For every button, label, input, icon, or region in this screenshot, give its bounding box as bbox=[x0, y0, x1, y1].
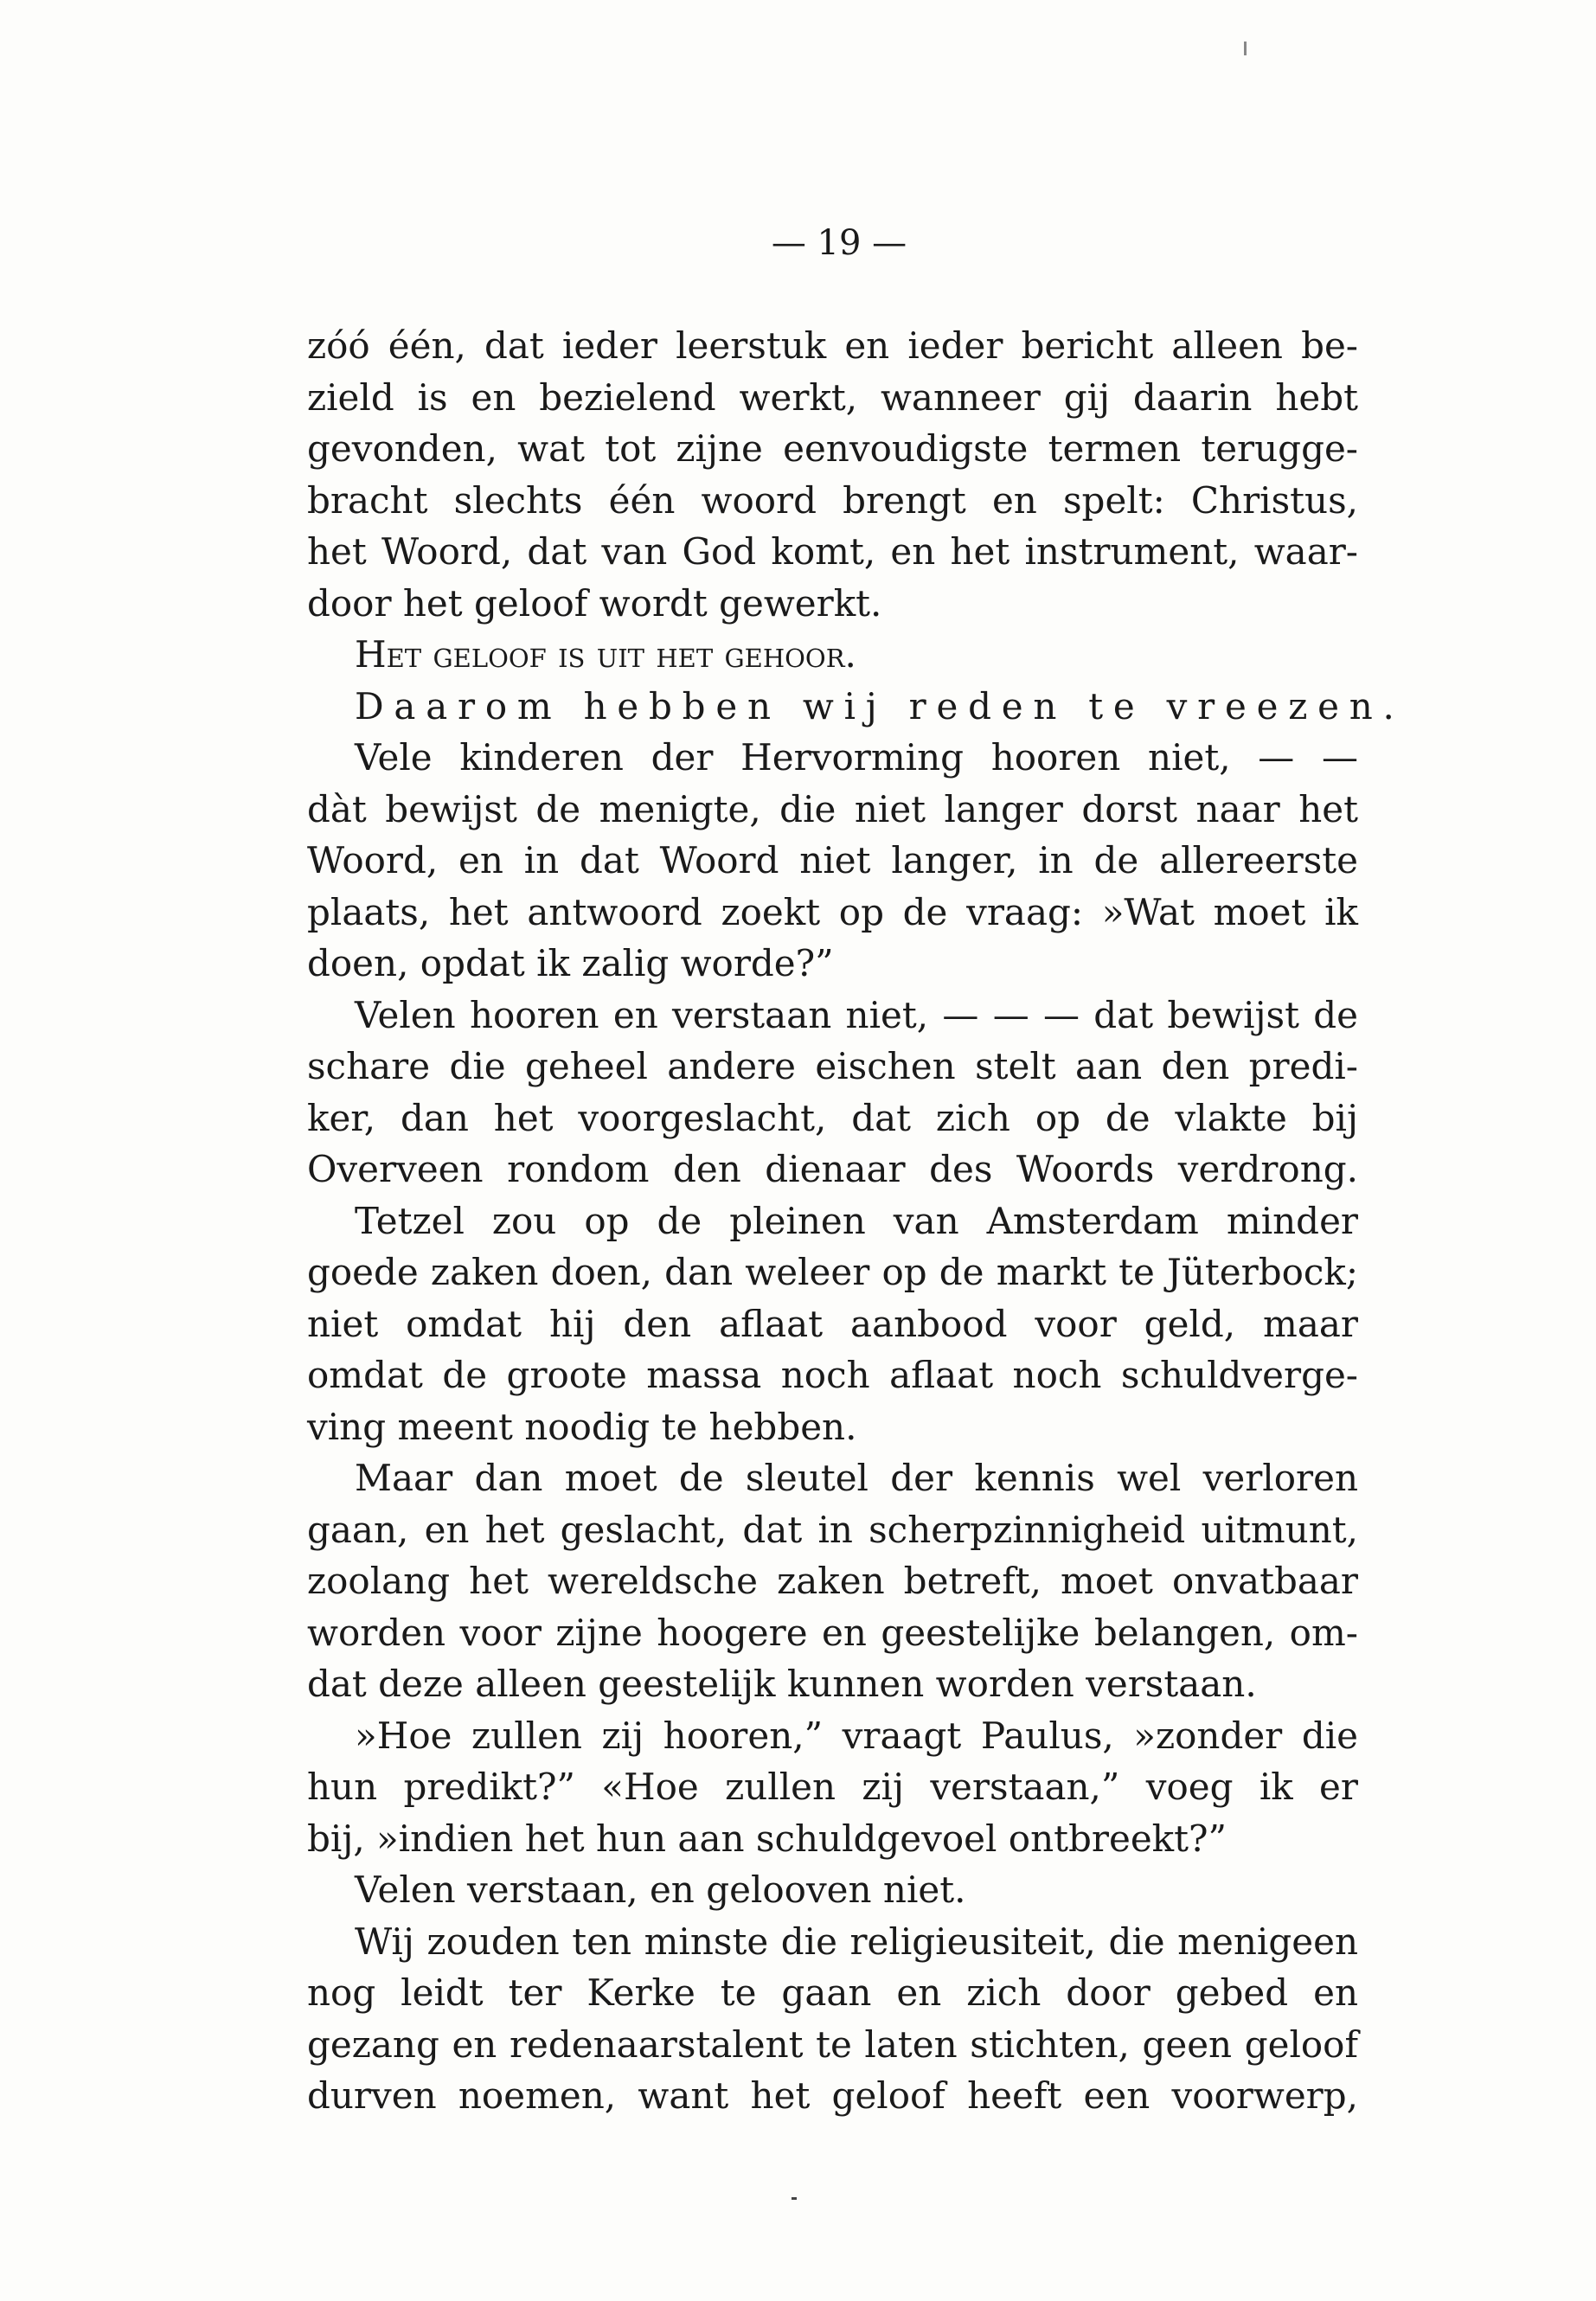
text-line: doen, opdat ik zalig worde?” bbox=[307, 942, 834, 984]
text-line: dat deze alleen geestelijk kunnen worden verstaan. bbox=[307, 1663, 1257, 1705]
text-line: het Woord, dat van God komt, en het instrument, waar- bbox=[307, 530, 1358, 573]
text-line: schare die geheel andere eischen stelt aan den predi- bbox=[307, 1045, 1358, 1087]
text-line: door het geloof wordt gewerkt. bbox=[307, 581, 882, 625]
text-line: »Hoe zullen zij hooren,” vraagt Paulus, »zonder die bbox=[355, 1714, 1358, 1757]
text-line: gevonden, wat tot zijne eenvoudigste termen terugge- bbox=[307, 427, 1358, 470]
page-number: — 19 — bbox=[771, 223, 907, 263]
text-line: niet omdat hij den aflaat aanbood voor geld, maar bbox=[307, 1302, 1358, 1345]
text-line: Maar dan moet de sleutel der kennis wel verloren bbox=[355, 1457, 1358, 1499]
text-line: bij, »indien het hun aan schuldgevoel ontbreekt?” bbox=[307, 1817, 1227, 1860]
text-line: Velen hooren en verstaan niet, — — — dat bewijst de bbox=[355, 993, 1358, 1036]
text-line: durven noemen, want het geloof heeft een voorwerp, bbox=[307, 2074, 1358, 2117]
text-line: zield is en bezielend werkt, wanneer gij daarin hebt bbox=[307, 375, 1358, 419]
text-line: goede zaken doen, dan weleer op de markt te Jüterbock; bbox=[307, 1251, 1358, 1293]
text-line: zoolang het wereldsche zaken betreft, moet onvatbaar bbox=[307, 1560, 1358, 1602]
text-line: gaan, en het geslacht, dat in scherpzinnigheid uitmunt, bbox=[307, 1508, 1358, 1551]
text-line-heading: Het geloof is uit het gehoor. bbox=[355, 633, 856, 676]
text-line: Overveen rondom den dienaar des Woords verdrong. bbox=[307, 1148, 1358, 1190]
text-line: zóó één, dat ieder leerstuk en ieder bericht alleen be- bbox=[307, 324, 1358, 367]
text-line: nog leidt ter Kerke te gaan en zich door gebed en bbox=[307, 1971, 1358, 2014]
text-line: omdat de groote massa noch aflaat noch schuldverge- bbox=[307, 1354, 1358, 1396]
text-line: worden voor zijne hoogere en geestelijke belangen, om- bbox=[307, 1611, 1358, 1654]
text-line: gezang en redenaarstalent te laten stichten, geen geloof bbox=[307, 2022, 1358, 2066]
text-line: Wij zouden ten minste die religieusiteit, die menigeen bbox=[355, 1920, 1358, 1963]
text-line: plaats, het antwoord zoekt op de vraag: »Wat moet ik bbox=[307, 890, 1358, 933]
text-line: Tetzel zou op de pleinen van Amsterdam minder bbox=[355, 1199, 1358, 1242]
body-text bbox=[307, 320, 1405, 2122]
scan-mark bbox=[792, 2197, 797, 2200]
text-line: ving meent noodig te hebben. bbox=[307, 1405, 857, 1448]
text-line: hun predikt?” «Hoe zullen zij verstaan,” voeg ik er bbox=[307, 1766, 1358, 1808]
text-line: Vele kinderen der Hervorming hooren niet, — — bbox=[355, 736, 1358, 779]
text-line: bracht slechts één woord brengt en spelt: Christus, bbox=[307, 478, 1358, 522]
scan-mark bbox=[1244, 42, 1247, 55]
text-line: Velen verstaan, en gelooven niet. bbox=[355, 1868, 966, 1911]
text-line: dàt bewijst de menigte, die niet langer dorst naar het bbox=[307, 787, 1358, 830]
text-line-emphasis: Daarom hebben wij reden te vreezen. bbox=[355, 684, 1405, 727]
text-line: Woord, en in dat Woord niet langer, in de allereerste bbox=[307, 839, 1358, 881]
text-line: ker, dan het voorgeslacht, dat zich op de vlakte bij bbox=[307, 1096, 1358, 1139]
